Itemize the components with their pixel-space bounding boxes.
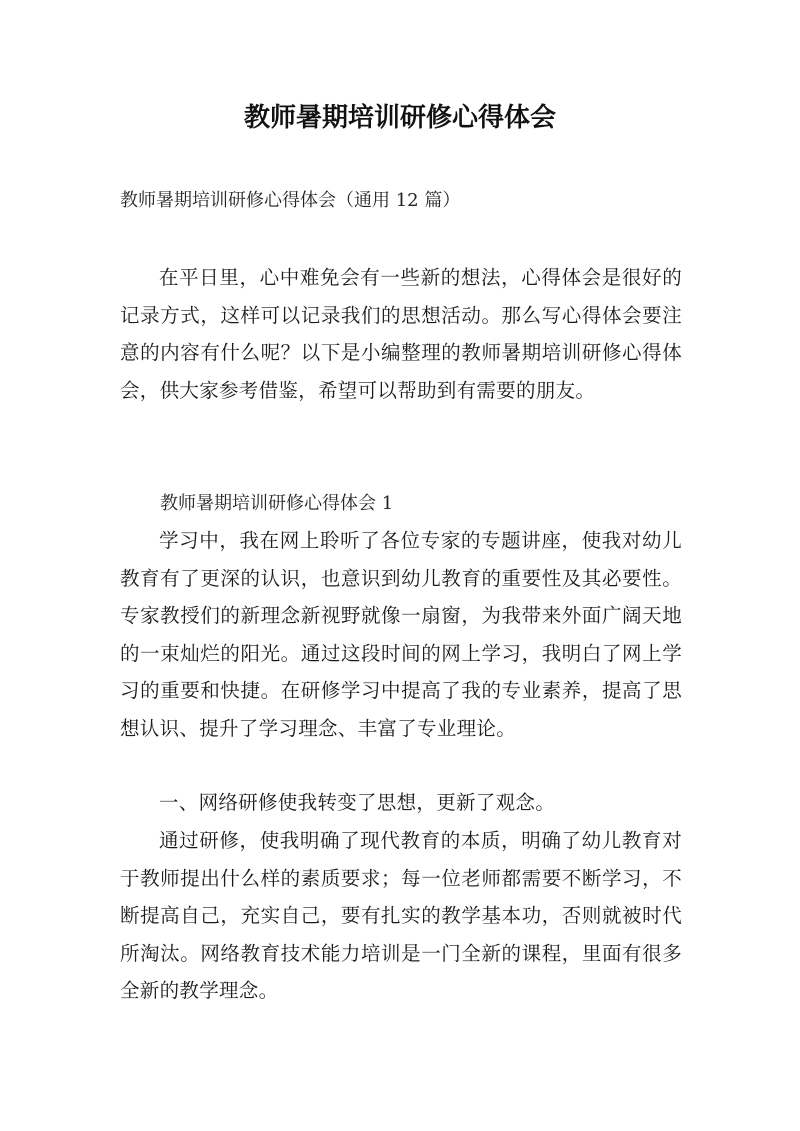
body-paragraph: 学习中，我在网上聆听了各位专家的专题讲座，使我对幼儿教育有了更深的认识，也意识到幼儿教育的重要性及其必要性。专家教授们的新理念新视野就像一扇窗，为我带来外面广阔天地的一束灿烂的阳光。通过这段时间的网上学习，我明白了网上学习的重要和快捷。在研修学习中提高了我的专业素养，提高了思想认识、提升了学习理念、丰富了专业理论。: [120, 529, 682, 740]
document-subtitle: 教师暑期培训研修心得体会（通用 12 篇）: [120, 190, 461, 211]
document-title: 教师暑期培训研修心得体会: [243, 103, 556, 133]
intro-paragraph: 在平日里，心中难免会有一些新的想法，心得体会是很好的记录方式，这样可以记录我们的思想活动。那么写心得体会要注意的内容有什么呢？以下是小编整理的教师暑期培训研修心得体会，供大家参考借鉴，希望可以帮助到有需要的朋友。: [120, 266, 682, 402]
section-heading: 教师暑期培训研修心得体会 1: [160, 493, 394, 514]
body-paragraph: 通过研修，使我明确了现代教育的本质，明确了幼儿教育对于教师提出什么样的素质要求；每一位老师都需要不断学习，不断提高自己，充实自己，要有扎实的教学基本功，否则就被时代所淘汰。网络教育技术能力培训是一门全新的课程，里面有很多全新的教学理念。: [120, 829, 682, 1002]
point-heading: 一、网络研修使我转变了思想，更新了观念。: [159, 791, 556, 814]
